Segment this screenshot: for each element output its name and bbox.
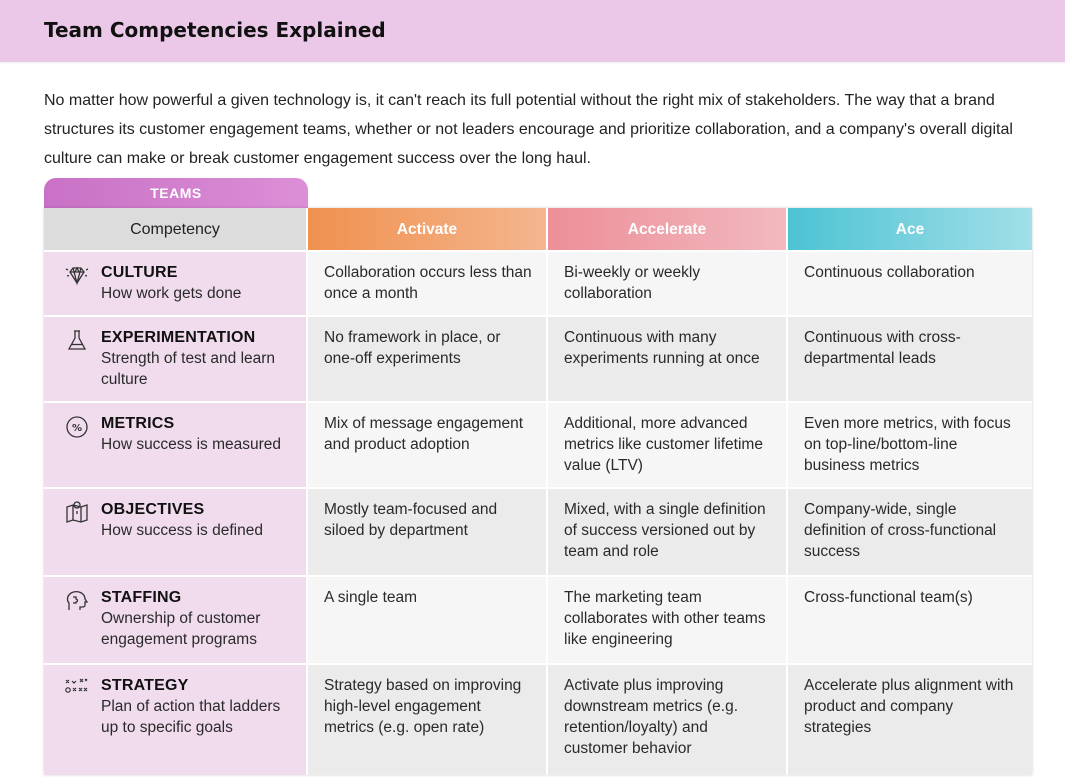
accelerate-cell: The marketing team collaborates with other teams like engineering (548, 577, 788, 663)
teams-tab-label: TEAMS (44, 178, 308, 208)
accelerate-cell: Bi-weekly or weekly collaboration (548, 252, 788, 315)
competency-table (44, 208, 1032, 775)
competency-cell (44, 489, 308, 575)
activate-cell: Strategy based on improving high-level engagement metrics (e.g. open rate) (308, 665, 548, 775)
page-title: Team Competencies Explained (44, 18, 386, 42)
competency-subtitle: Strength of test and learn culture (101, 350, 276, 388)
competency-title: STAFFING (101, 589, 182, 606)
ace-cell: Company-wide, single definition of cross-functional success (788, 489, 1032, 575)
competency-title: STRATEGY (101, 677, 189, 694)
activate-cell: No framework in place, or one-off experiments (308, 317, 548, 401)
accelerate-cell: Activate plus improving downstream metrics (e.g. retention/loyalty) and customer behavior (548, 665, 788, 775)
flask-icon (64, 328, 90, 393)
accelerate-cell: Continuous with many experiments running at once (548, 317, 788, 401)
competency-title: CULTURE (101, 264, 178, 281)
intro-paragraph: No matter how powerful a given technology is, it can't reach its full potential without the right mix of stakeholders. The way that a brand structures its customer engagement teams, whether or not leaders encourage and prioritize collaboration, and a company's overall digital culture can make or break customer engagement success over the long haul. (44, 92, 1013, 167)
activate-cell: A single team (308, 577, 548, 663)
competency-title: OBJECTIVES (101, 501, 205, 518)
competency-title: EXPERIMENTATION (101, 329, 256, 346)
competency-subtitle: Plan of action that ladders up to specific goals (101, 698, 281, 736)
competency-subtitle: How success is measured (101, 436, 282, 453)
competency-cell (44, 577, 308, 663)
accelerate-cell: Mixed, with a single definition of success versioned out by team and role (548, 489, 788, 575)
table-row-strategy (44, 665, 1032, 775)
ace-cell: Accelerate plus alignment with product and company strategies (788, 665, 1032, 775)
accelerate-cell: Additional, more advanced metrics like customer lifetime value (LTV) (548, 403, 788, 487)
puzzle-head-icon (64, 588, 90, 655)
competency-cell (44, 665, 308, 775)
map-pin-icon (64, 500, 90, 567)
competency-subtitle: How work gets done (101, 285, 242, 302)
competency-subtitle: How success is defined (101, 522, 263, 539)
ace-cell: Even more metrics, with focus on top-line/bottom-line business metrics (788, 403, 1032, 487)
table-row-staffing (44, 577, 1032, 665)
strategy-play-icon (64, 676, 90, 767)
competency-cell (44, 252, 308, 315)
header-ace: Ace (788, 208, 1032, 250)
activate-cell: Mix of message engagement and product adoption (308, 403, 548, 487)
percent-icon (64, 414, 90, 479)
header-competency: Competency (44, 208, 308, 250)
svg-text:%: % (71, 423, 83, 434)
activate-cell: Collaboration occurs less than once a month (308, 252, 548, 315)
table-row-experimentation (44, 317, 1032, 403)
table-row-culture (44, 252, 1032, 317)
ace-cell: Continuous with cross-departmental leads (788, 317, 1032, 401)
competency-cell (44, 317, 308, 401)
table-row-metrics (44, 403, 1032, 489)
ace-cell: Cross-functional team(s) (788, 577, 1032, 663)
competency-title: METRICS (101, 415, 175, 432)
competency-subtitle: Ownership of customer engagement programs (101, 610, 261, 648)
header-accelerate: Accelerate (548, 208, 788, 250)
header-activate: Activate (308, 208, 548, 250)
ace-cell: Continuous collaboration (788, 252, 1032, 315)
competency-cell (44, 403, 308, 487)
table-header-row (44, 208, 1032, 252)
activate-cell: Mostly team-focused and siloed by department (308, 489, 548, 575)
page-header (0, 0, 1065, 62)
table-row-objectives (44, 489, 1032, 577)
diamond-icon (64, 263, 90, 307)
